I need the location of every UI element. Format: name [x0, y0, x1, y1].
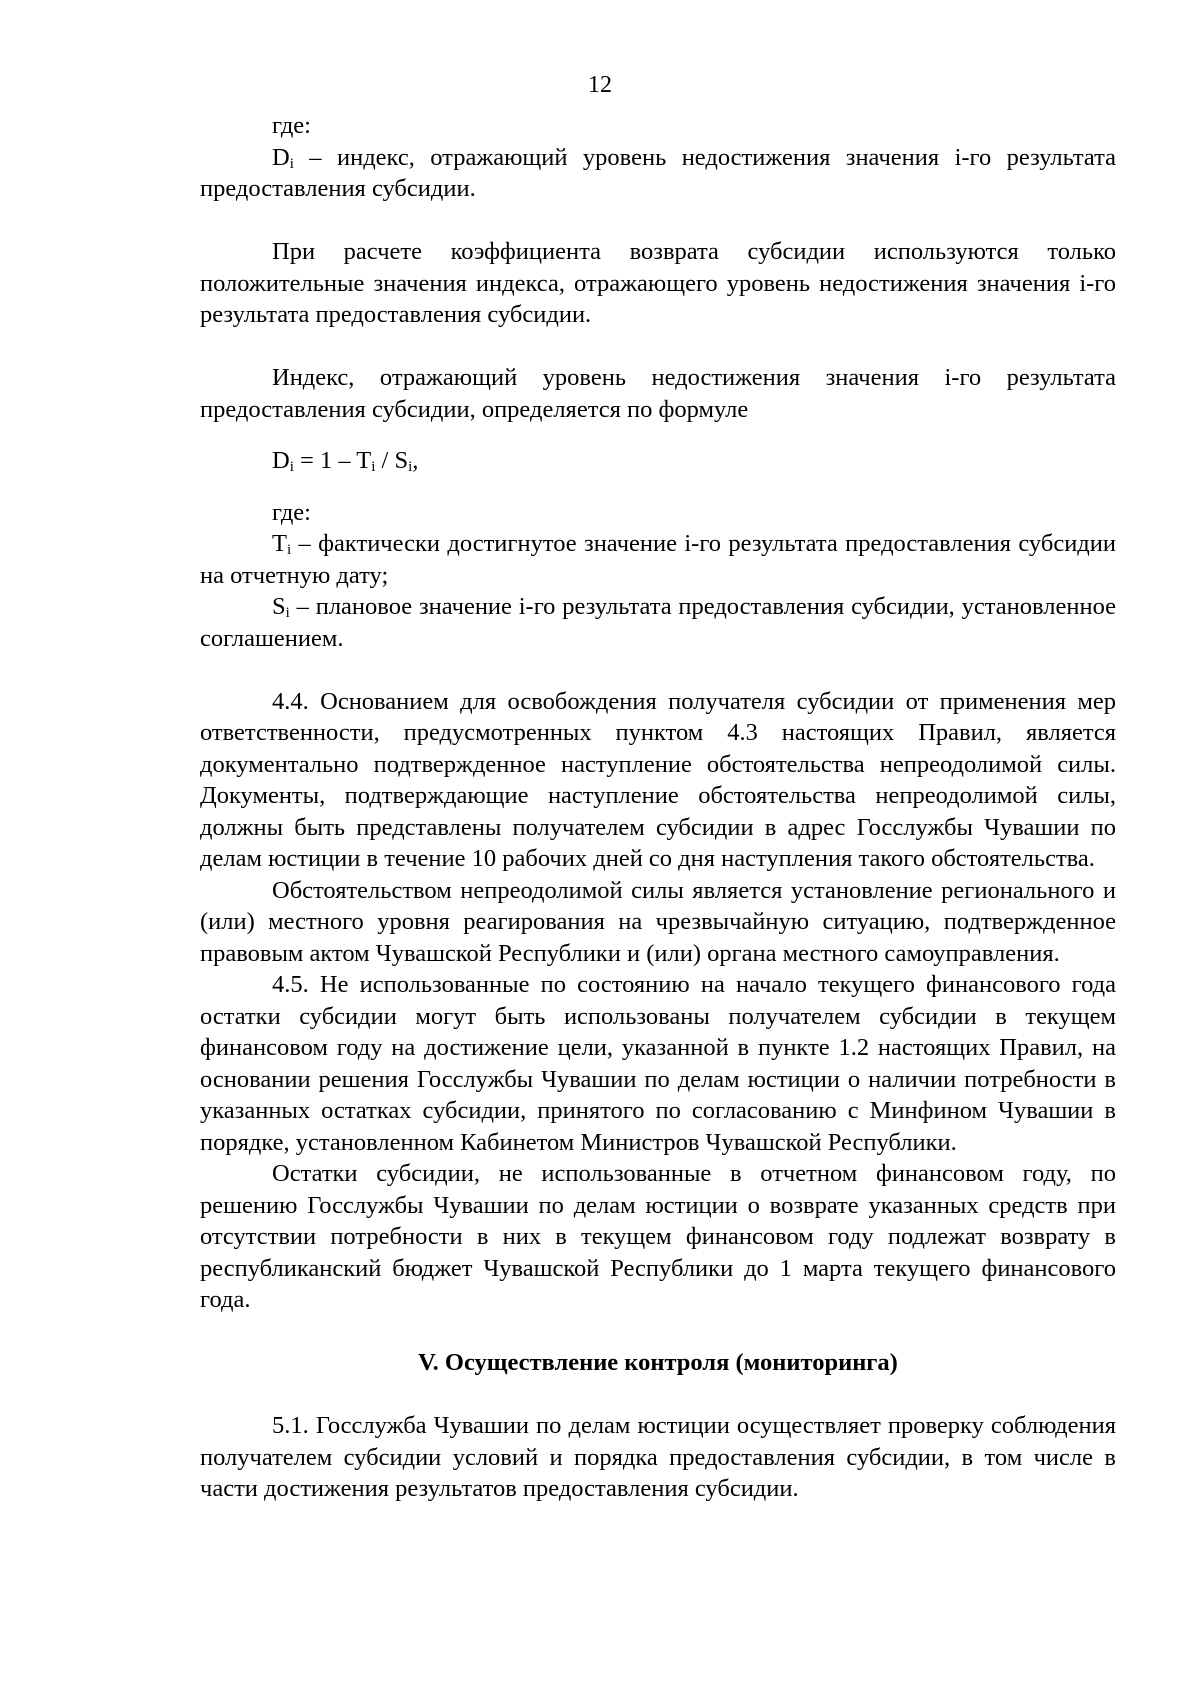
paragraph-remaining-subsidy: Остатки субсидии, не использованные в отчетном финансовом году, по решению Госслужбы Чувашии по делам юстиции о возврате указанных средств при отсутствии потребности в них в текущем финансовом году подлежат возврату в республиканский бюджет Чувашской Республики до 1 марта текущего финансового года. [200, 1160, 1116, 1313]
di-symbol: D [272, 143, 290, 171]
definition-si [200, 591, 1116, 654]
si-subscript: i [285, 605, 290, 621]
spacer [200, 205, 1116, 237]
formula-end: , [412, 447, 419, 474]
document-body [200, 110, 1116, 1505]
formula-s-sub: i [408, 459, 413, 475]
di-subscript: i [289, 155, 294, 172]
ti-definition-text: – фактически достигнутое значение i-го результата предоставления субсидии на отчетную дату; [200, 530, 1116, 589]
paragraph-5-1: 5.1. Госслужба Чувашии по делам юстиции осуществляет проверку соблюдения получателем субсидии условий и порядка предоставления субсидии, в том числе в части достижения результатов предоставления субсидии. [200, 1412, 1116, 1502]
paragraph-force-majeure: Обстоятельством непреодолимой силы является установление регионального и (или) местного уровня реагирования на чрезвычайную ситуацию, подтвержденное правовым актом Чувашской Республики и (или) органа местного самоуправления. [200, 876, 1116, 967]
ti-symbol: T [272, 530, 287, 557]
where-label-1: где: [272, 112, 311, 139]
formula-slash: / S [375, 447, 409, 474]
spacer [200, 331, 1116, 363]
definition-di [200, 142, 1116, 205]
formula-d-sub: i [289, 459, 294, 475]
definition-ti [200, 528, 1116, 591]
paragraph-4-4: 4.4. Основанием для освобождения получателя субсидии от применения мер ответственности, предусмотренных пунктом 4.3 настоящих Правил, является документально подтвержденное наступление обстоятельства непреодолимой силы. Документы, подтверждающие наступление обстоятельства непреодолимой силы, должны быть представлены получателем субсидии в адрес Госслужбы Чувашии по делам юстиции в течение 10 рабочих дней со дня наступления такого обстоятельства. [200, 687, 1116, 872]
section-heading: V. Осуществление контроля (мониторинга) [418, 1349, 898, 1376]
si-definition-text: – плановое значение i-го результата предоставления субсидии, установленное соглашением. [200, 593, 1116, 652]
spacer [200, 654, 1116, 686]
ti-subscript: i [286, 542, 292, 558]
spacer [200, 1379, 1116, 1411]
spacer [200, 1316, 1116, 1348]
where-label-2: где: [272, 498, 311, 526]
paragraph-coefficient: При расчете коэффициента возврата субсидии используются только положительные значения индекса, отражающего уровень недостижения значения i-го результата предоставления субсидии. [200, 238, 1116, 328]
page-number: 12 [588, 72, 612, 98]
formula-t-sub: i [371, 459, 376, 475]
si-symbol: S [272, 593, 286, 620]
paragraph-4-5: 4.5. Не использованные по состоянию на начало текущего финансового года остатки субсидии могут быть использованы получателем субсидии в текущем финансовом году на достижение цели, указанной в пункте 1.2 настоящих Правил, на основании решения Госслужбы Чувашии по делам юстиции о наличии потребности в указанных остатках субсидии, принятого по согласованию с Минфином Чувашии в порядке, установленном Кабинетом Министров Чувашской Республики. [200, 971, 1116, 1156]
spacer [200, 477, 1116, 497]
spacer [200, 425, 1116, 445]
formula-mid: = 1 – T [293, 447, 372, 474]
formula-d: D [272, 447, 290, 474]
formula [200, 445, 1116, 477]
paragraph-index-definition: Индекс, отражающий уровень недостижения значения i-го результата предоставления субсидии, определяется по формуле [200, 364, 1116, 423]
di-definition-text: – индекс, отражающий уровень недостижения значения i-го результата предоставления субсидии. [200, 143, 1116, 202]
